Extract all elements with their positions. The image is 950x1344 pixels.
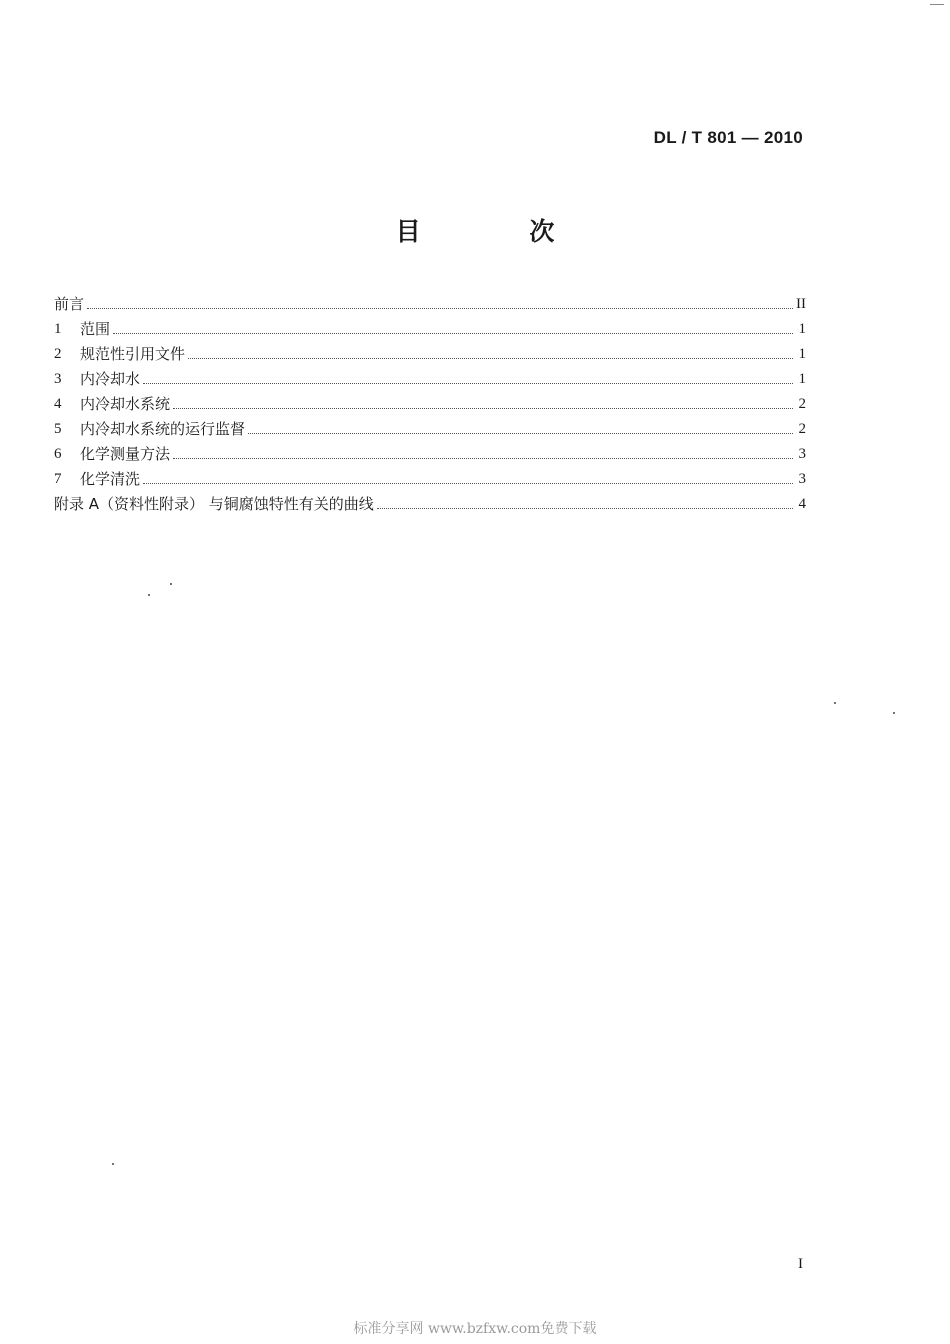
scan-speck [170, 583, 172, 585]
toc-leader [173, 407, 793, 409]
toc-entry-appendix-a[interactable] [54, 488, 806, 513]
toc-entry-number: 6 [54, 446, 62, 462]
toc-entry-6[interactable] [54, 438, 806, 463]
toc-entry-label: 范围 [80, 320, 111, 338]
toc-entry-label: 规范性引用文件 [80, 345, 186, 363]
toc-entry-4[interactable] [54, 388, 806, 413]
toc-entry-label: 化学测量方法 [80, 445, 171, 463]
toc-leader [113, 332, 793, 334]
toc-entry-number: 2 [54, 346, 62, 362]
scan-speck [834, 702, 836, 704]
scan-speck [112, 1163, 114, 1165]
toc-entry-page: 1 [798, 346, 806, 362]
toc-entry-7[interactable] [54, 463, 806, 488]
toc-entry-3[interactable] [54, 363, 806, 388]
toc-entry-number: 4 [54, 396, 62, 412]
toc-entry-1[interactable] [54, 313, 806, 338]
toc-entry-label: 内冷却水 [80, 370, 141, 388]
toc-entry-page: 1 [798, 321, 806, 337]
toc-entry-label: 附录 A（资料性附录） 与铜腐蚀特性有关的曲线 [54, 495, 374, 513]
toc-entry-2[interactable] [54, 338, 806, 363]
toc-entry-page: 4 [798, 496, 806, 512]
toc-entry-page: 2 [798, 396, 806, 412]
watermark: 标准分享网 www.bzfxw.com免费下载 [353, 1321, 597, 1337]
toc-entry-page: 3 [798, 471, 806, 487]
scan-speck [148, 594, 150, 596]
toc-entry-number: 1 [54, 321, 62, 337]
toc-leader [377, 507, 793, 509]
toc-leader [188, 357, 793, 359]
toc-entry-5[interactable] [54, 413, 806, 438]
toc-entry-preface[interactable] [54, 288, 806, 313]
toc-entry-label: 内冷却水系统的运行监督 [80, 420, 246, 438]
toc-entry-label: 前言 [54, 295, 85, 313]
page-title: 目 次 [395, 217, 605, 246]
toc-entry-number: 7 [54, 471, 62, 487]
toc-entry-page: 1 [798, 371, 806, 387]
scan-mark [930, 4, 944, 5]
toc-leader [173, 457, 793, 459]
toc-entry-number: 5 [54, 421, 62, 437]
toc-leader [248, 432, 793, 434]
toc-entry-label: 化学清洗 [80, 470, 141, 488]
toc-entry-page: 3 [798, 446, 806, 462]
page-number: I [798, 1256, 803, 1272]
toc-leader [143, 482, 793, 484]
standard-code: DL / T 801 — 2010 [653, 128, 803, 147]
toc-leader [87, 307, 793, 309]
toc-entry-label: 内冷却水系统 [80, 395, 171, 413]
toc-leader [143, 382, 793, 384]
scan-speck [893, 712, 895, 714]
table-of-contents [54, 288, 806, 513]
toc-entry-number: 3 [54, 371, 62, 387]
toc-entry-page: 2 [798, 421, 806, 437]
toc-entry-page: II [796, 296, 806, 312]
